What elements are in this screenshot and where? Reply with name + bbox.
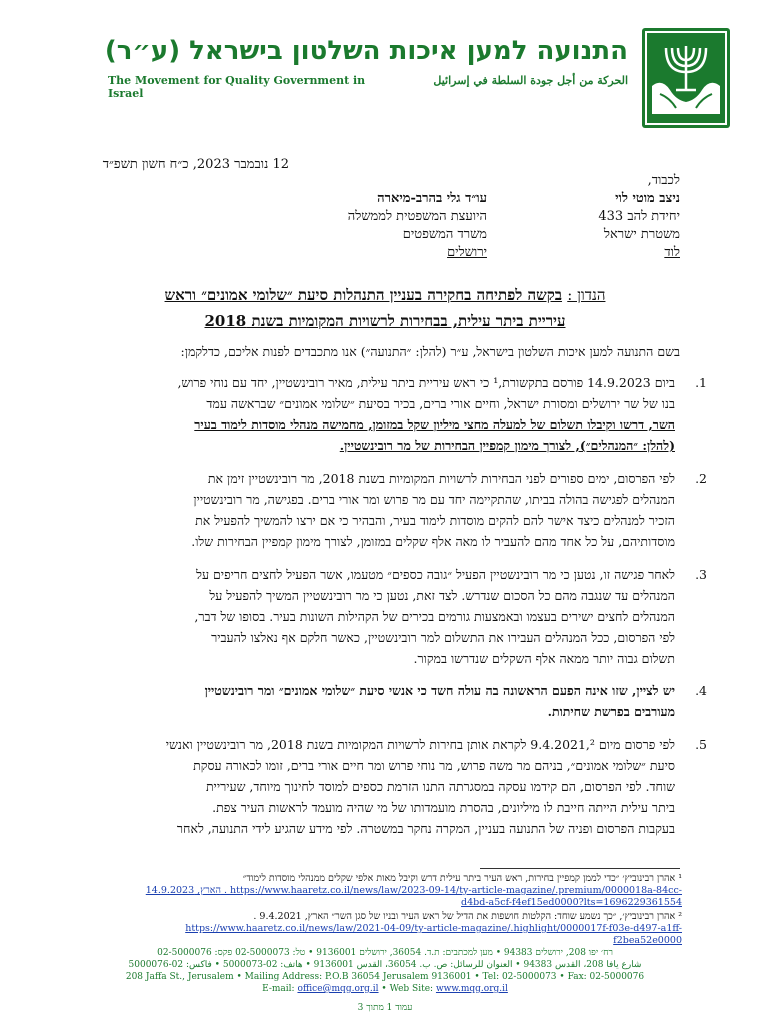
paragraph-line: מעורבים בפרשת שחיתות. (547, 704, 675, 719)
footer-english-address: 208 Jaffa St., Jerusalem • Mailing Address: P.O.B 36054 Jerusalem 9136001 • Tel: 02-5000073 • Fax: 02-5000076 (125, 972, 645, 982)
footer-hebrew-address: רח׳ יפו 208, ירושלים 94383 • מען למכתבים: ת.ד. 36054, ירושלים 9136001 • טל: 02-5000073 פקס: 02-5000076 (157, 948, 613, 958)
email-link[interactable]: office@mqg.org.il (297, 984, 379, 994)
letter-date: 12 נובמבר 2023, כ״ח חשון תשפ״ד (102, 157, 289, 172)
footnote-1 (62, 873, 682, 909)
intro-text: בשם התנועה למען איכות השלטון בישראל, ע״ר (להלן: ״התנועה״) אנו מתכבדים לפנות אליכם, כדלקמן: (180, 344, 680, 359)
recipient-org: משרד המשפטים (402, 227, 487, 242)
paragraph-line: סיעת ״שלומי אמונים״, בניהם מר משה פרוש, מר נוחי פרוש ומר חיים אורי ברים, זומו לכאורה עסקת (193, 758, 675, 773)
paragraph-line: לפי פרסום מיום 9.4.2021,² לקראת אותן בחירות לרשויות המקומיות בשנת 2018, מר רובינשטיין ואנשי (165, 737, 675, 752)
paragraph-number: 4. (695, 683, 707, 698)
paragraph-line: המנהלים לחצים ישירים בעצמו ובאמצעות גורמים בכירים של הקהילות השונות בעיר. בסופו של דבר, (194, 609, 675, 624)
org-name-hebrew: התנועה למען איכות השלטון בישראל (ע״ר) (104, 36, 628, 66)
letterhead (90, 28, 730, 128)
paragraph-line: המנהלים לפגישה בהולה בביתו, שהתקיימה יחד עם מר פרוש ומר אורי ברים. בפגישה, מר רובינשטיין (193, 492, 675, 507)
paragraph-line: המנהלים עד שנגבה מהם כל הסכום שנדרש. לצד זאת, נטען כי מר רובינשטיין המשיך להפעיל על (209, 588, 675, 603)
org-name-english: The Movement for Quality Government in Israel (108, 74, 366, 100)
footnote-line: ¹ אהרן רבינוביץ׳ ״כדי לממן קמפיין בחירות, ראש העיר ביתר עילית דרש וקיבל מאות אלפי שקלים ממנהלי מוסדות לימוד״ (242, 873, 682, 884)
paragraph-line: לפי הפרסום, ככל המנהלים העבירו את התשלום למר רובינשטיין, כאשר חלקם אף נאלצו להעביר (211, 630, 675, 645)
letter-footer (90, 947, 680, 995)
paragraph-line: תשלום גבוה יותר ממאה אלף השקלים שנדרשו במקור. (413, 651, 675, 666)
paragraph-line: הזכיר למנהלים כיצד אישר להם להקים מוסדות לימוד בעיר, והבהיר כי אם ירצו להמשיך להפעיל את (195, 513, 675, 528)
footnote-link[interactable]: https://www.haaretz.co.il/news/law/2021-04-09/ty-article-magazine/.highlight/0000017f-f03e-d497-a1ff- (185, 923, 682, 934)
salutation: לכבוד, (647, 173, 680, 188)
paragraph-line: בנו של שר ירושלים ומסורת ישראל, וחיים אורי ברים, בכיר בסיעת ״שלומי אמונים״ שבראשה עמד (206, 396, 675, 411)
subject-line (90, 282, 680, 334)
subject-text-2: עיריית ביתר עילית, בבחירות לרשויות המקומיות בשנת 2018 (204, 312, 566, 330)
footer-contact (90, 983, 680, 995)
paragraph-2 (87, 468, 707, 552)
paragraph-line: ביתר עילית הייתה חייבת לו מיליונים, בהסרת מועמדותו של מי שהיה מועמד לראשות העיר צפת. (212, 800, 675, 815)
paragraph-line: לאחר פגישה זו, נטען כי מר רובינשטיין הפעיל ״גובה כספים״ מטעמו, אשר הפעיל לחצים חריפים על (196, 567, 675, 582)
footnote-link[interactable]: הארץ, 14.9.2023 . https://www.haaretz.co.il/news/law/2023-09-14/ty-article-magazine/.premium/0000018a-84cc- (145, 885, 682, 896)
org-name-translations (108, 74, 628, 100)
recipient-title: היועצת המשפטית לממשלה (347, 209, 487, 224)
paragraph-line: ביום 14.9.2023 פורסם בתקשורת,¹ כי ראש עיריית ביתר עילית, מאיר רובינשטיין, יחד עם נוחי פרוש, (177, 375, 675, 390)
recipient-unit: יחידת להב 433 (598, 209, 680, 224)
email-label: E-mail: (262, 984, 295, 994)
org-name-arabic: الحركة من أجل جودة السلطة في إسرائيل (433, 74, 628, 87)
paragraph-line: לפי הפרסום, ימים ספורים לפני הבחירות לרשויות המקומיות בשנת 2018, מר רובינשטיין זימן את (207, 471, 675, 486)
paragraph-3 (87, 564, 707, 669)
footnote-divider (480, 868, 680, 869)
subject-lead: הנדון : (567, 286, 606, 304)
paragraph-1 (87, 372, 707, 456)
footnote-link[interactable]: d4bd-a5cf-f4ef15ed0000?lts=1696229361554 (461, 897, 682, 908)
recipient-city: ירושלים (447, 245, 487, 260)
recipient-city: לוד (664, 245, 680, 260)
menorah-hands-logo-icon (642, 28, 730, 128)
paragraph-5 (87, 734, 707, 839)
paragraph-line: (להלן: ״המנהלים״), לצורך מימון קמפיין הבחירות של מר רובינשטיין. (339, 438, 675, 453)
website-link[interactable]: www.mqg.org.il (435, 984, 508, 994)
paragraph-line: השר, דרשו וקיבלו תשלום של למעלה מחצי מיליון שקל במזומן, מחמישה מנהלי מוסדות לימוד בעיר (194, 417, 675, 432)
footer-arabic-address: شارع يافا 208، القدس 94383 • العنوان للرسائل: ص. ب. 36054، القدس 9136001 • هاتف: 02-5000073 • فاكس: 02-5000076 (128, 960, 642, 970)
recipient-name: עו״ד גלי בהרב-מיארה (377, 191, 487, 206)
page-number: עמוד 1 מתוך 3 (357, 1003, 413, 1013)
paragraph-number: 1. (695, 375, 707, 390)
footnote-link[interactable]: f2bea52e0000 (613, 935, 682, 946)
footnote-line: ² אהרן רבינוביץ׳, ״כך נשמע שוחד: הקלטות חושפות את הדיל של ראש העיר ובניו של סגן השר״ הארץ, 9.4.2021 . (253, 911, 682, 922)
recipient-police (598, 190, 680, 262)
footnote-2 (62, 911, 682, 947)
web-label: • Web Site: (381, 984, 434, 994)
paragraph-4 (87, 680, 707, 722)
recipient-org: משטרת ישראל (603, 227, 680, 242)
subject-text-1: בקשה לפתיחה בחקירה בעניין התנהלות סיעת ״שלומי אמונים״ וראש (164, 286, 563, 304)
paragraph-number: 5. (695, 737, 707, 752)
paragraph-number: 3. (695, 567, 707, 582)
paragraph-number: 2. (695, 471, 707, 486)
recipient-name: ניצב מוטי לוי (615, 191, 680, 206)
paragraph-line: מוסדותיהם, על כל אחד מהם להעביר לו מאה אלף שקלים במזומן, לצורך מימון קמפיין הבחירות שלו. (191, 534, 675, 549)
paragraph-line: שוחד. לפי הפרסום, הם קידמו עסקה במסגרתה התנו הזרמת כספים למוסד לחינוך מיוחד, שעיריית (205, 779, 675, 794)
paragraph-line: בעקבות הפרסום ופניה של התנועה בעניין, המקרה נחקר במשטרה. לפי מידע שהגיע לידי התנועה, לאחר (176, 821, 675, 836)
paragraph-line: יש לציין, שזו אינה הפעם הראשונה בה עולה חשד כי אנשי סיעת ״שלומי אמונים״ ומר רובינשטיין (204, 683, 675, 698)
recipient-attorney-general (348, 190, 487, 262)
